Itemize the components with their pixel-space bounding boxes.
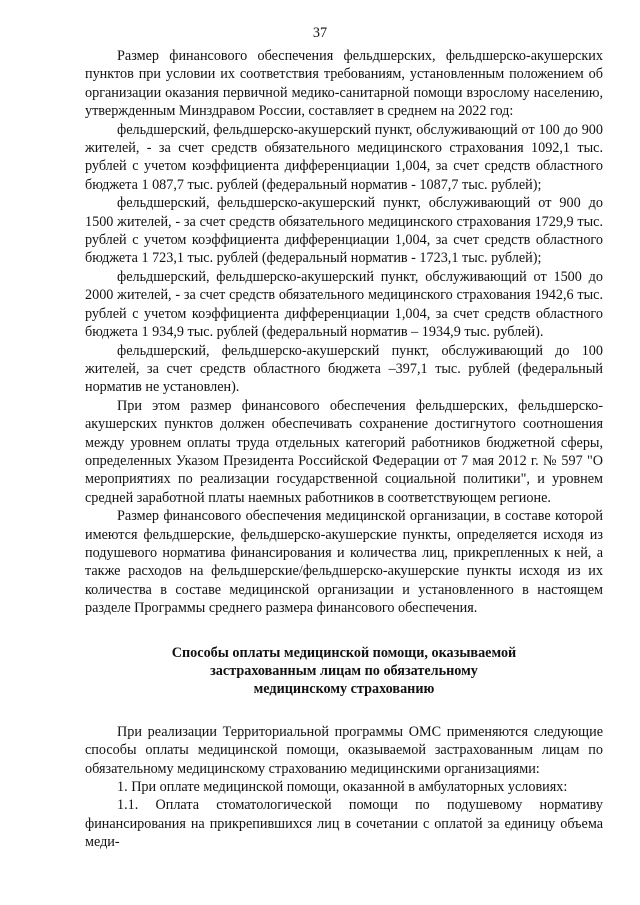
- paragraph-fap-1500-2000: фельдшерский, фельдшерско-акушерский пункт, обслуживающий от 1500 до 2000 жителей, - за счет средств обязательного медицинского страхования 1942,6 тыс. рублей с учетом коэффициента дифференциации 1,004, за счет средств областного бюджета 1 934,9 тыс. рублей (федеральный норматив – 1934,9 тыс. рублей).: [85, 268, 603, 341]
- section-heading-line-1: Способы оплаты медицинской помощи, оказываемой: [171, 644, 517, 661]
- section-heading-line-3: медицинскому страхованию: [253, 681, 435, 698]
- paragraph-organization-funding: Размер финансового обеспечения медицинской организации, в составе которой имеются фельдшерские, фельдшерско-акушерские пункты, определяется исходя из подушевого норматива финансирования и количества лиц, прикрепленных к ней, а также расходов на фельдшерские/фельдшерско-акушерские пункты исходя из их количества в составе медицинской организации и установленного в настоящем разделе Программы среднего размера финансового обеспечения.: [85, 508, 603, 617]
- document-body: [85, 47, 603, 852]
- paragraph-item-1-1: 1.1. Оплата стоматологической помощи по подушевому нормативу финансирования на прикрепившихся лиц в сочетании с оплатой за единицу объема меди-: [85, 797, 603, 851]
- page-number: 37: [312, 25, 328, 41]
- section-heading: [85, 644, 603, 699]
- paragraph-fap-900-1500: фельдшерский, фельдшерско-акушерский пункт, обслуживающий от 900 до 1500 жителей, - за счет средств обязательного медицинского страхования 1729,9 тыс. рублей с учетом коэффициента дифференциации 1,004, за счет средств областного бюджета 1 723,1 тыс. рублей (федеральный норматив - 1723,1 тыс. рублей);: [85, 195, 603, 267]
- paragraph-fap-under-100: фельдшерский, фельдшерско-акушерский пункт, обслуживающий до 100 жителей, за счет средств областного бюджета –397,1 тыс. рублей (федеральный норматив не установлен).: [85, 342, 603, 396]
- paragraph-fap-funding-intro: Размер финансового обеспечения фельдшерских, фельдшерско-акушерских пунктов при условии их соответствия требованиям, установленным положением об организации оказания первичной медико-санитарной помощи взрослому населению, утвержденным Минздравом России, составляет в среднем на 2022 год:: [85, 48, 603, 120]
- paragraph-salary-ratio: При этом размер финансового обеспечения фельдшерских, фельдшерско-акушерских пунктов должен обеспечивать сохранение достигнутого соотношения между уровнем оплаты труда отдельных категорий работников бюджетной сферы, определенных Указом Президента Российской Федерации от 7 мая 2012 г. № 597 "О мероприятиях по реализации государственной социальной политики", и уровнем средней заработной платы наемных работников в соответствующем регионе.: [85, 397, 603, 506]
- paragraph-item-1: 1. При оплате медицинской помощи, оказанной в амбулаторных условиях:: [117, 779, 568, 796]
- paragraph-payment-methods-intro: При реализации Территориальной программы ОМС применяются следующие способы оплаты медицинской помощи, оказываемой застрахованным лицам по обязательному медицинскому страхованию медицинскими организациями:: [85, 723, 603, 777]
- paragraph-fap-100-900: фельдшерский, фельдшерско-акушерский пункт, обслуживающий от 100 до 900 жителей, - за счет средств обязательного медицинского страхования 1092,1 тыс. рублей с учетом коэффициента дифференциации 1,004, за счет средств областного бюджета 1 087,7 тыс. рублей (федеральный норматив - 1087,7 тыс. рублей);: [85, 121, 603, 193]
- section-heading-line-2: застрахованным лицам по обязательному: [210, 663, 478, 679]
